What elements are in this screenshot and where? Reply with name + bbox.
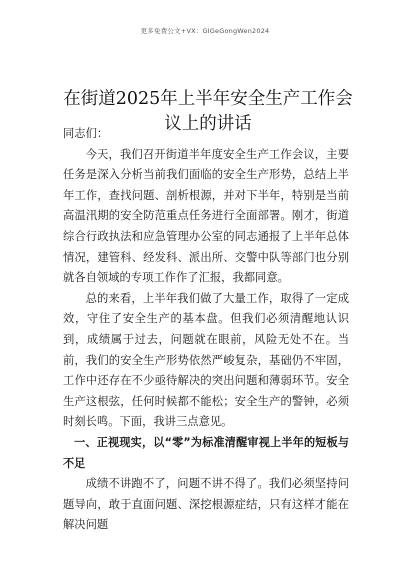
section-heading-1: 一、正视现实，以“零”为标准清醒审视上半年的短板与不足 <box>63 435 349 470</box>
greeting: 同志们： <box>63 127 109 140</box>
page-header-watermark: 更多免费公文+VX：GIGeGongWen2024 <box>140 27 270 35</box>
paragraph-intro: 今天，我们召开街道半年度安全生产工作会议，主要任务是深入分析当前我们面临的安全生产形势，总结上半年工作，查找问题、剖析根源，并对下半年，特别是当前高温汛期的安全防范重点任务进行全面部署。刚才，街道综合行政执法和应急管理办公室的同志通报了上半年总体情况，建管科、经发科、派出所、交警中队等部门也分别就各自领域的专项工作作了汇报，我都同意。 <box>63 147 349 285</box>
paragraph-section-1: 成绩不讲跑不了，问题不讲不得了。我们必须坚持问题导向，敢于直面问题、深挖根源症结，只有这样才能在解决问题 <box>63 477 349 532</box>
document-body <box>63 124 349 536</box>
document-title: 在街道2025年上半年安全生产工作会议上的讲话 <box>63 88 353 134</box>
paragraph-overview: 总的来看，上半年我们做了大量工作，取得了一定成效，守住了安全生产的基本盘。但我们必须清醒地认识到，成绩属于过去，问题就在眼前，风险无处不在。当前，我们的安全生产形势依然严峻复杂，基础仍不牢固，工作中还存在不少亟待解决的突出问题和薄弱环节。安全生产这根弦，任何时候都不能松；安全生产的警钟，必须时刻长鸣。下面，我讲三点意见。 <box>63 291 349 429</box>
